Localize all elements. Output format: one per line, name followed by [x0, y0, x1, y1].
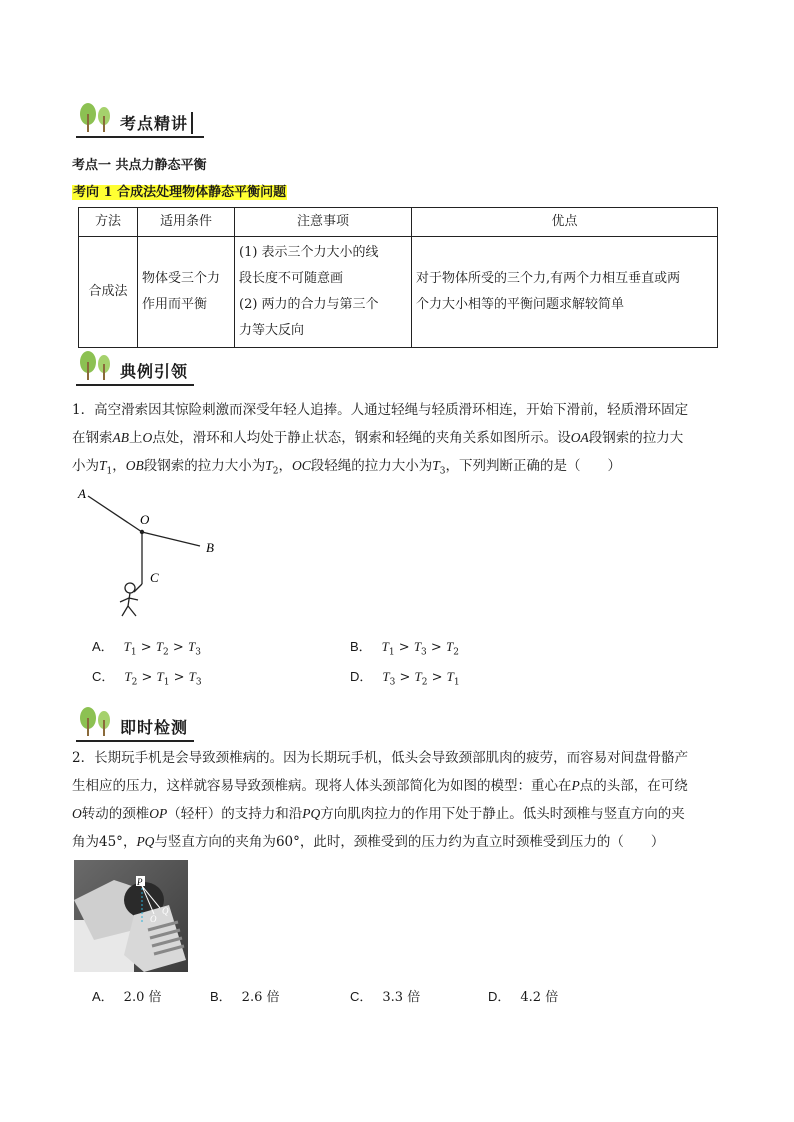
q2-option-c[interactable]: C． 3.3 倍 [350, 989, 421, 1005]
heading-underline [76, 384, 194, 386]
q2-option-a[interactable]: A． 2.0 倍 [92, 989, 162, 1005]
section-heading-dianli [76, 350, 194, 382]
q1-option-b[interactable]: B． $T_1 > T_3 > T_2$ [350, 639, 459, 658]
neck-photo [74, 860, 188, 972]
q1-line: 小为$T_1$，OB段钢索的拉力大小为$T_2$，OC段轻绳的拉力大小为$T_3$，下列判断正确的是（ ） [72, 458, 622, 477]
heading-label: 即时检测 [120, 718, 189, 737]
zipline-figure [72, 484, 232, 624]
methods-table [78, 207, 718, 348]
q1-option-d[interactable]: D． $T_3 > T_2 > T_1$ [350, 669, 460, 688]
heading-underline [76, 740, 194, 742]
label-b: B [206, 540, 214, 555]
cursor-bar [191, 112, 193, 134]
leaf-icon [76, 350, 116, 382]
q2-option-d[interactable]: D． 4.2 倍 [488, 989, 559, 1005]
q1-line: 1．高空滑索因其惊险刺激而深受年轻人追捧。人通过轻绳与轻质滑环相连，开始下滑前，轻质滑环固定 [72, 402, 689, 418]
label-o: O [150, 914, 157, 924]
table-cell-notes [235, 237, 412, 348]
cell-line: 力等大反向 [239, 323, 305, 338]
table-header: 注意事项 [235, 208, 412, 237]
person-icon [120, 583, 142, 616]
label-q: Q [162, 906, 169, 916]
table-header-row [79, 208, 718, 237]
section-heading-jishi [76, 706, 194, 738]
section-heading-kaodian [76, 102, 206, 134]
heading-label: 考点精讲 [120, 114, 189, 133]
question-2 [72, 744, 732, 856]
q2-line: 生相应的压力，这样就容易导致颈椎病。现将人体头颈部简化为如图的模型：重心在P点的头部，在可绕 [72, 778, 688, 794]
q1-line: 在钢索AB上O点处，滑环和人均处于静止状态，钢索和轻绳的夹角关系如图所示。设OA段钢索的拉力大 [72, 430, 684, 446]
cell-line: 段长度不可随意画 [239, 271, 344, 286]
table-header: 优点 [412, 208, 718, 237]
heading-underline [76, 136, 204, 138]
cell-line: (2) 两力的合力与第三个 [239, 297, 379, 312]
q1-option-a[interactable]: A． $T_1 > T_2 > T_3$ [92, 639, 201, 658]
q2-line: 2．长期玩手机是会导致颈椎病的。因为长期玩手机，低头会导致颈部肌肉的疲劳，而容易对间盘骨骼产 [72, 750, 689, 766]
cell-line: 物体受三个力 [142, 271, 221, 286]
table-row [79, 237, 718, 348]
subtopic-highlight: 考向 1 合成法处理物体静态平衡问题 [73, 185, 287, 200]
label-c: C [150, 570, 159, 585]
question-1 [72, 396, 732, 486]
leaf-icon [76, 102, 116, 134]
cell-line: (1) 表示三个力大小的线 [239, 245, 379, 260]
table-cell-advantage [412, 237, 718, 348]
subtopic-title [72, 181, 287, 200]
q2-option-b[interactable]: B． 2.6 倍 [210, 989, 280, 1005]
table-cell-condition [138, 237, 235, 348]
table-header: 方法 [79, 208, 138, 237]
table-header: 适用条件 [138, 208, 235, 237]
heading-label: 典例引领 [120, 362, 189, 381]
leaf-icon [76, 706, 116, 738]
topic-title: 考点一 共点力静态平衡 [72, 158, 207, 173]
table-cell-method: 合成法 [79, 237, 138, 348]
q2-line: O转动的颈椎OP（轻杆）的支持力和沿PQ方向肌肉拉力的作用下处于静止。低头时颈椎与竖直方向的夹 [72, 806, 685, 822]
q1-option-c[interactable]: C． $T_2 > T_1 > T_3$ [92, 669, 202, 688]
label-p: P [137, 877, 143, 887]
label-a: A [78, 486, 86, 501]
label-o: O [140, 512, 150, 527]
cell-line: 个力大小相等的平衡问题求解较简单 [416, 297, 625, 312]
q2-line: 角为45°，PQ与竖直方向的夹角为60°，此时，颈椎受到的压力约为直立时颈椎受到压力的（ ） [72, 834, 665, 850]
cell-line: 作用而平衡 [142, 297, 208, 312]
cell-line: 对于物体所受的三个力,有两个力相互垂直或两 [416, 271, 681, 286]
